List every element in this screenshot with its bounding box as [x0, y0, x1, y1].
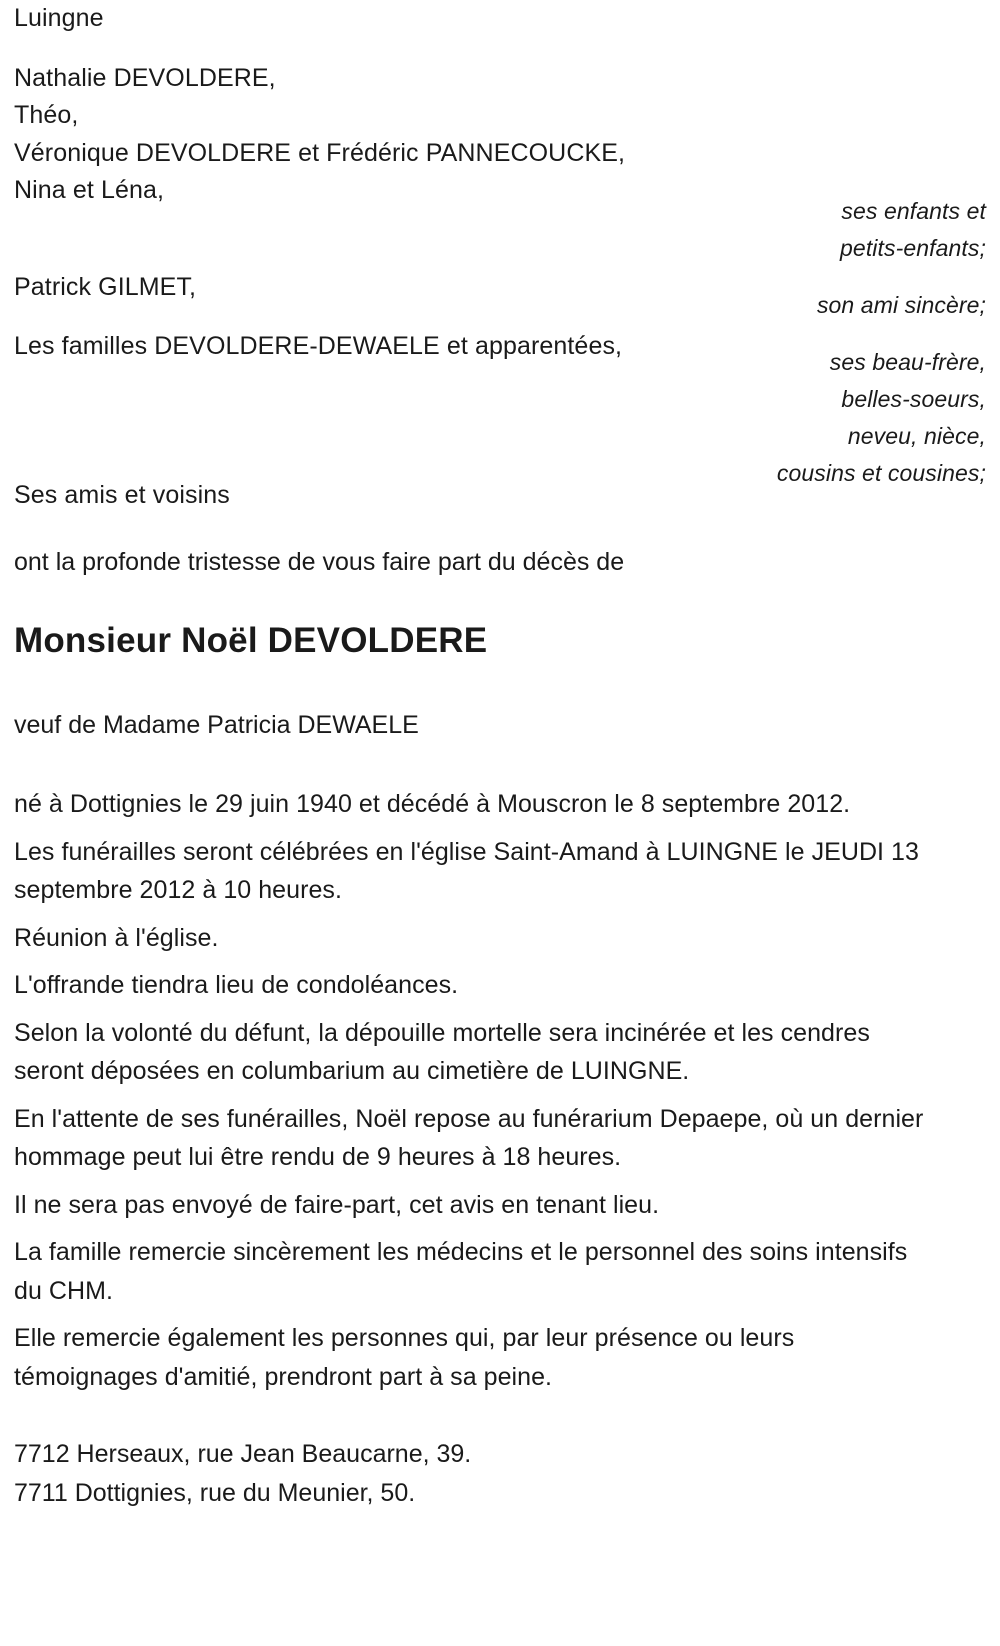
mourner-line: Patrick GILMET,: [14, 272, 197, 301]
relation-line: son ami sincère;: [816, 292, 986, 318]
spacer: [14, 38, 714, 60]
spacer: [626, 0, 986, 193]
spacer: [14, 210, 714, 269]
body-paragraph: Réunion à l'église.: [14, 923, 219, 952]
spacer: [626, 324, 986, 344]
address-line: 7712 Herseaux, rue Jean Beaucarne, 39.: [14, 1440, 472, 1468]
mourner-group-families: [14, 328, 714, 366]
mourner-group-neighbours: [14, 477, 714, 515]
relation-line: ses beau-frère,: [829, 349, 986, 375]
mourner-line: Théo,: [14, 101, 79, 129]
body-paragraph: Il ne sera pas envoyé de faire-part, cet avis en tenant lieu.: [14, 1190, 660, 1219]
announcement-intro: ont la profonde tristesse de vous faire part du décès de: [14, 548, 625, 576]
relation-line: ses enfants et: [841, 198, 986, 224]
spacer: [14, 306, 714, 328]
body-paragraph: La famille remercie sincèrement les médecins et le personnel des soins intensifs du CHM.: [14, 1238, 908, 1305]
body-paragraph: Elle remercie également les personnes qui, par leur présence ou leurs témoignages d'amitié, prendront part à sa peine.: [14, 1324, 795, 1391]
body-paragraph: En l'attente de ses funérailles, Noël repose au funérarium Depaepe, où un dernier hommage peut lui être rendu de 9 heures à 18 heures.: [14, 1104, 924, 1171]
mourner-line: Ses amis et voisins: [14, 480, 230, 509]
mourner-group-friend: [14, 269, 714, 307]
mourner-group-children: [14, 60, 714, 210]
relation-block-children: [626, 193, 986, 267]
relation-line: cousins et cousines;: [776, 460, 986, 486]
mourner-line: Nina et Léna,: [14, 176, 165, 204]
mourner-line: Véronique DEVOLDERE et Frédéric PANNECOUCKE,: [14, 138, 626, 167]
relation-block-friend: [626, 287, 986, 324]
widower-of-line: veuf de Madame Patricia DEWAELE: [14, 711, 419, 739]
spacer: [14, 366, 714, 477]
locality-label: Luingne: [14, 4, 104, 32]
relation-line: petits-enfants;: [840, 235, 986, 261]
notice-body: [14, 785, 939, 1512]
body-paragraph: L'offrande tiendra lieu de condoléances.: [14, 971, 459, 999]
mourners-column: [14, 0, 714, 514]
mourner-line: Nathalie DEVOLDERE,: [14, 63, 276, 92]
address-list: [14, 1435, 939, 1512]
relation-line: neveu, nièce,: [847, 423, 986, 449]
mourners-and-relations-section: [14, 0, 986, 545]
body-paragraph: Les funérailles seront célébrées en l'église Saint-Amand à LUINGNE le JEUDI 13 septembre 2012 à 10 heures.: [14, 837, 919, 904]
body-paragraph: Selon la volonté du défunt, la dépouille mortelle sera incinérée et les cendres seront déposées en columbarium au cimetière de LUINGNE.: [14, 1018, 870, 1085]
relation-line: belles-soeurs,: [841, 386, 986, 412]
deceased-name: Monsieur Noël DEVOLDERE: [14, 621, 488, 660]
relation-block-extended: [626, 344, 986, 492]
relations-column: [626, 0, 986, 492]
address-line: 7711 Dottignies, rue du Meunier, 50.: [14, 1478, 416, 1507]
mourner-line: Les familles DEVOLDERE-DEWAELE et apparentées,: [14, 332, 623, 360]
body-paragraph: né à Dottignies le 29 juin 1940 et décédé à Mouscron le 8 septembre 2012.: [14, 790, 851, 818]
spacer: [626, 267, 986, 287]
